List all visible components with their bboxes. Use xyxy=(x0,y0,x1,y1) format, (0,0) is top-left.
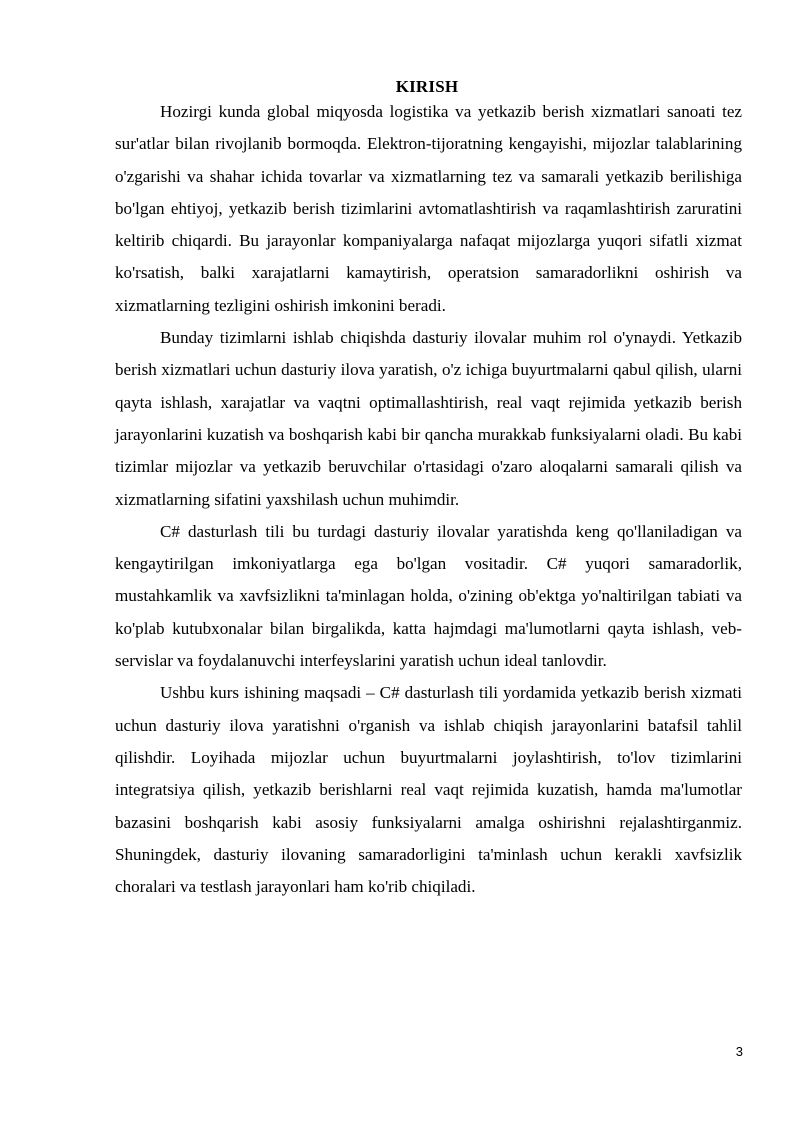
paragraph-4: Ushbu kurs ishining maqsadi – C# dasturlash tili yordamida yetkazib berish xizmati uchun dasturiy ilova yaratishni o'rganish va ishlab chiqish jarayonlarini batafsil tahlil qilishdir. Loyihada mijozlar uchun buyurtmalarni joylashtirish, to'lov tizimlarini integratsiya qilish, yetkazib berishlarni real vaqt rejimida kuzatish, hamda ma'lumotlar bazasini boshqarish kabi asosiy funksiyalarni amalga oshirishni rejalashtirganmiz. Shuningdek, dasturiy ilovaning samaradorligini ta'minlash uchun kerakli xavfsizlik choralari va testlash jarayonlari ham ko'rib chiqiladi. xyxy=(115,683,742,897)
paragraph-1: Hozirgi kunda global miqyosda logistika va yetkazib berish xizmatlari sanoati tez sur'atlar bilan rivojlanib bormoqda. Elektron-tijoratning kengayishi, mijozlar talablarining o'zgarishi va shahar ichida tovarlar va xizmatlarning tez va samarali yetkazib berilishiga bo'lgan ehtiyoj, yetkazib berish tizimlarini avtomatlashtirish va raqamlashtirish zaruratini keltirib chiqardi. Bu jarayonlar kompaniyalarga nafaqat mijozlarga yuqori sifatli xizmat ko'rsatish, balki xarajatlarni kamaytirish, operatsion samaradorlikni oshirish va xizmatlarning tezligini oshirish imkonini beradi. xyxy=(115,102,742,315)
body-text xyxy=(115,96,742,903)
page-number: 3 xyxy=(735,1044,743,1059)
paragraph-2: Bunday tizimlarni ishlab chiqishda dasturiy ilovalar muhim rol o'ynaydi. Yetkazib berish xizmatlari uchun dasturiy ilova yaratish, o'z ichiga buyurtmalarni qabul qilish, ularni qayta ishlash, xarajatlar va vaqtni optimallashtirish, real vaqt rejimida yetkazib berish jarayonlarini kuzatish va boshqarish kabi bir qancha murakkab funksiyalarni oladi. Bu kabi tizimlar mijozlar va yetkazib beruvchilar o'rtasidagi o'zaro aloqalarni samarali qilish va xizmatlarning sifatini yaxshilash uchun muhimdir. xyxy=(115,328,742,509)
paragraph-3: C# dasturlash tili bu turdagi dasturiy ilovalar yaratishda keng qo'llaniladigan va kengaytirilgan imkoniyatlarga ega bo'lgan vositadir. C# yuqori samaradorlik, mustahkamlik va xavfsizlikni ta'minlagan holda, o'zining ob'ektga yo'naltirilgan tabiati va ko'plab kutubxonalar bilan birgalikda, katta hajmdagi ma'lumotlarni qayta ishlash, veb-servislar va foydalanuvchi interfeyslarini yaratish uchun ideal tanlovdir. xyxy=(115,521,742,671)
section-heading: KIRISH xyxy=(395,77,459,96)
